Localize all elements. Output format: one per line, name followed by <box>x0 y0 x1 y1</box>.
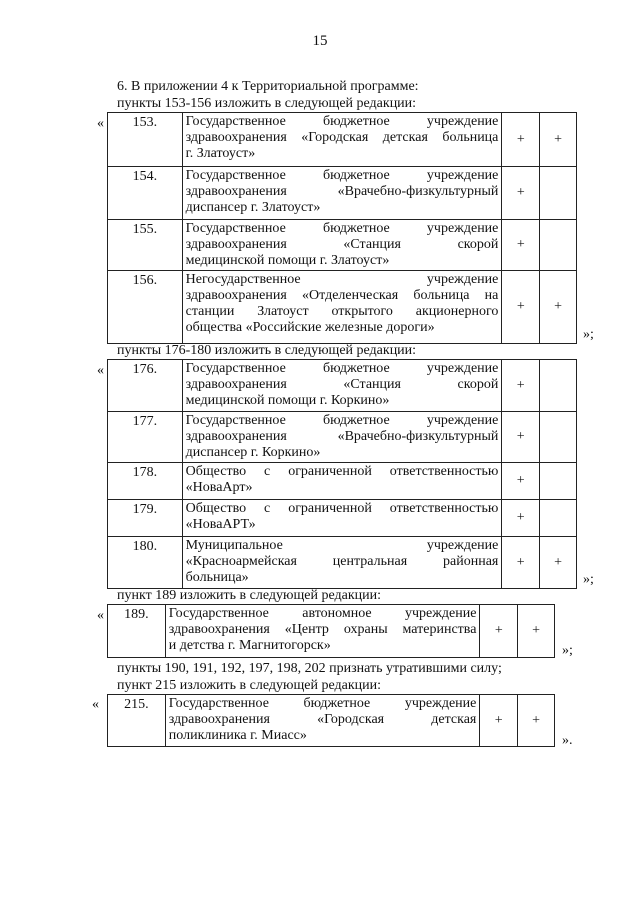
page-number: 15 <box>312 33 328 49</box>
table-row <box>108 605 555 658</box>
table-row <box>108 500 577 537</box>
name-line: Государственное бюджетное учреждение <box>185 168 499 183</box>
institution-name <box>182 537 502 589</box>
close-quote: »; <box>562 643 573 658</box>
name-line: Негосударственное учреждение <box>185 272 499 287</box>
name-line: Общество с ограниченной ответственностью <box>185 501 499 516</box>
mark-cell: + <box>518 695 555 747</box>
open-quote: « <box>97 116 104 131</box>
mark-cell <box>540 500 577 537</box>
name-line: Государственное бюджетное учреждение <box>185 413 499 428</box>
name-line: «НоваАРТ» <box>185 517 256 532</box>
institution-name <box>182 220 502 271</box>
table-row <box>108 271 577 344</box>
name-line: больница» <box>185 570 249 585</box>
row-number: 154. <box>108 167 183 220</box>
name-line: здравоохранения «Станция скорой <box>185 237 499 252</box>
name-line: Государственное бюджетное учреждение <box>185 221 499 236</box>
table-row <box>108 220 577 271</box>
row-number: 189. <box>108 605 166 658</box>
mark-cell <box>540 220 577 271</box>
table-row <box>108 537 577 589</box>
name-line: Муниципальное учреждение <box>185 538 499 553</box>
name-line: здравоохранения «Станция скорой <box>185 377 499 392</box>
name-line: здравоохранения «Центр охраны материнства <box>168 622 477 637</box>
mark-cell: + <box>480 605 518 658</box>
name-line: Государственное бюджетное учреждение <box>185 114 499 129</box>
mark-cell: + <box>502 412 540 463</box>
name-line: диспансер г. Златоуст» <box>185 200 321 215</box>
intro-line: 6. В приложении 4 к Территориальной программе: <box>117 79 419 94</box>
name-line: станции Златоуст открытого акционерного <box>185 304 499 319</box>
row-number: 215. <box>108 695 166 747</box>
section-heading: пункты 153-156 изложить в следующей редакции: <box>117 96 417 111</box>
name-line: здравоохранения «Отделенческая больница на <box>185 288 499 303</box>
mark-cell: + <box>502 113 540 167</box>
name-line: здравоохранения «Городская детская больница <box>185 130 499 145</box>
row-number: 177. <box>108 412 183 463</box>
mark-cell: + <box>502 220 540 271</box>
institution-name <box>182 360 502 412</box>
name-line: здравоохранения «Городская детская <box>168 712 477 727</box>
row-number: 156. <box>108 271 183 344</box>
mark-cell: + <box>540 271 577 344</box>
table-row <box>108 113 577 167</box>
mark-cell: + <box>502 167 540 220</box>
section-heading: пункт 215 изложить в следующей редакции: <box>117 678 381 693</box>
points-table <box>107 359 577 589</box>
table-row <box>108 360 577 412</box>
mark-cell: + <box>540 537 577 589</box>
name-line: здравоохранения «Врачебно-физкультурный <box>185 184 499 199</box>
name-line: Государственное автономное учреждение <box>168 606 477 621</box>
mark-cell: + <box>502 271 540 344</box>
institution-name <box>165 605 480 658</box>
section-heading: пункты 190, 191, 192, 197, 198, 202 признать утратившими силу; <box>117 661 502 676</box>
name-line: Государственное бюджетное учреждение <box>168 696 477 711</box>
mark-cell <box>540 360 577 412</box>
table-row <box>108 167 577 220</box>
name-line: здравоохранения «Врачебно-физкультурный <box>185 429 499 444</box>
name-line: Государственное бюджетное учреждение <box>185 361 499 376</box>
institution-name <box>182 167 502 220</box>
mark-cell: + <box>480 695 518 747</box>
institution-name <box>182 500 502 537</box>
institution-name <box>182 412 502 463</box>
name-line: медицинской помощи г. Коркино» <box>185 393 390 408</box>
section-heading: пункт 189 изложить в следующей редакции: <box>117 588 381 603</box>
name-line: «Красноармейская центральная районная <box>185 554 499 569</box>
institution-name <box>182 271 502 344</box>
row-number: 179. <box>108 500 183 537</box>
row-number: 176. <box>108 360 183 412</box>
institution-name <box>182 113 502 167</box>
section-heading: пункты 176-180 изложить в следующей редакции: <box>117 343 417 358</box>
mark-cell <box>540 412 577 463</box>
close-quote: »; <box>583 327 594 342</box>
mark-cell: + <box>540 113 577 167</box>
table-row <box>108 463 577 500</box>
institution-name <box>165 695 480 747</box>
mark-cell: + <box>502 360 540 412</box>
mark-cell <box>540 167 577 220</box>
open-quote: « <box>97 363 104 378</box>
name-line: и детства г. Магнитогорск» <box>168 638 331 653</box>
points-table <box>107 604 555 658</box>
mark-cell: + <box>502 537 540 589</box>
name-line: Общество с ограниченной ответственностью <box>185 464 499 479</box>
name-line: г. Златоуст» <box>185 146 256 161</box>
name-line: общества «Российские железные дороги» <box>185 320 435 335</box>
name-line: медицинской помощи г. Златоуст» <box>185 253 390 268</box>
institution-name <box>182 463 502 500</box>
points-table <box>107 112 577 344</box>
table-row <box>108 412 577 463</box>
name-line: диспансер г. Коркино» <box>185 445 321 460</box>
name-line: поликлиника г. Миасс» <box>168 728 307 743</box>
mark-cell: + <box>502 463 540 500</box>
open-quote: « <box>92 697 99 712</box>
mark-cell: + <box>502 500 540 537</box>
table-row <box>108 695 555 747</box>
mark-cell: + <box>518 605 555 658</box>
close-quote: ». <box>562 733 573 748</box>
mark-cell <box>540 463 577 500</box>
points-table <box>107 694 555 747</box>
row-number: 155. <box>108 220 183 271</box>
row-number: 180. <box>108 537 183 589</box>
name-line: «НоваАрт» <box>185 480 253 495</box>
row-number: 153. <box>108 113 183 167</box>
row-number: 178. <box>108 463 183 500</box>
open-quote: « <box>97 608 104 623</box>
close-quote: »; <box>583 572 594 587</box>
